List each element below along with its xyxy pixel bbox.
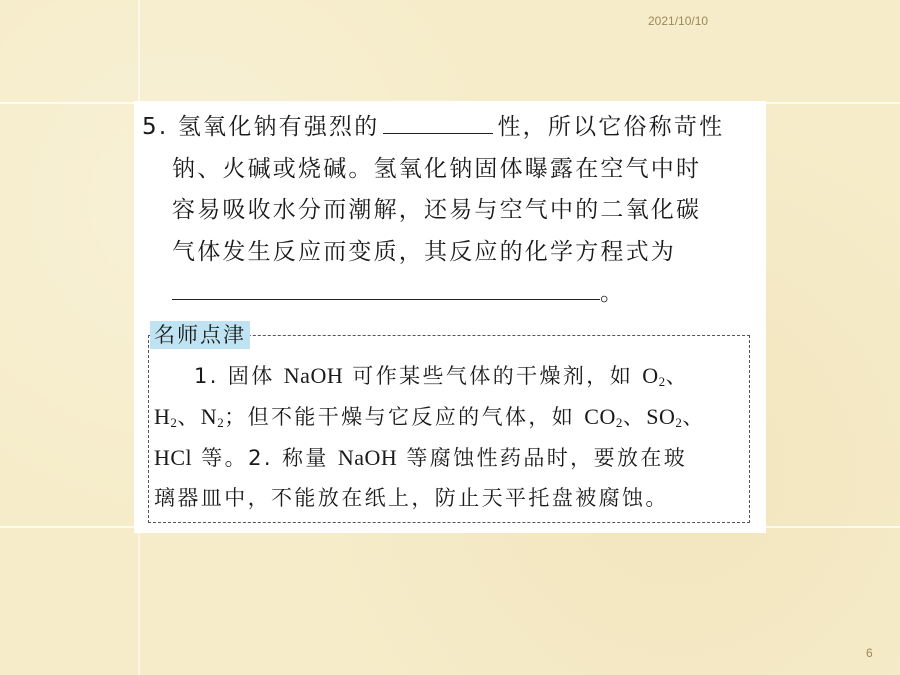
formula-hcl: HCl	[154, 445, 193, 470]
tips-line-2	[154, 396, 752, 437]
question-end-mark: 。	[600, 280, 626, 306]
formula-o2	[642, 363, 665, 388]
question-line-3: 容易吸收水分而潮解，还易与空气中的二氧化碳	[172, 197, 702, 223]
question-stem-cont: 性，所以它俗称苛性	[497, 114, 725, 140]
formula-naoh: NaOH	[337, 445, 398, 470]
question-number-and-stem: 5. 氢氧化钠有强烈的	[142, 114, 380, 140]
tips-text-segment: 1. 固体	[194, 364, 284, 388]
tips-title: 名师点津	[150, 321, 250, 349]
answer-blank-1[interactable]	[383, 113, 493, 134]
formula-subscript: 2	[658, 374, 666, 389]
formula-symbol: SO	[646, 404, 676, 429]
formula-symbol: N	[200, 404, 218, 429]
formula-naoh: NaOH	[283, 363, 344, 388]
formula-symbol: CO	[584, 404, 616, 429]
tips-text-segment: 、	[622, 405, 647, 429]
question-line-1	[142, 107, 754, 149]
formula-subscript: 2	[217, 415, 225, 430]
tips-text-segment: 、	[665, 364, 689, 388]
tips-line-3	[154, 437, 752, 478]
formula-subscript: 2	[615, 415, 623, 430]
question-card	[134, 101, 766, 533]
question-text	[142, 107, 754, 315]
formula-symbol: O	[642, 363, 659, 388]
tips-text-segment: 、	[177, 405, 201, 429]
formula-n2	[201, 404, 224, 429]
question-line-5	[142, 273, 754, 315]
formula-subscript: 2	[675, 415, 683, 430]
answer-blank-2[interactable]	[172, 279, 600, 300]
tips-text-segment: 等腐蚀性药品时，要放在玻	[397, 446, 688, 470]
tips-line-4: 璃器皿中，不能放在纸上，防止天平托盘被腐蚀。	[154, 486, 669, 510]
tips-text	[154, 355, 752, 519]
tips-line-1	[154, 355, 752, 396]
page-number: 6	[866, 646, 873, 660]
question-line-2: 钠、火碱或烧碱。氢氧化钠固体曝露在空气中时	[172, 155, 702, 182]
tips-text-segment: ；但不能干燥与它反应的气体，如	[224, 405, 585, 429]
formula-symbol: H	[154, 404, 171, 429]
formula-so2	[646, 404, 682, 429]
formula-subscript: 2	[170, 415, 178, 430]
question-line-4: 气体发生反应而变质，其反应的化学方程式为	[172, 238, 676, 265]
tips-text-segment: 、	[682, 405, 706, 429]
formula-co2	[584, 404, 623, 429]
tips-text-segment: 等。2. 称量	[192, 446, 338, 470]
formula-h2	[154, 404, 177, 429]
tips-text-segment: 可作某些气体的干燥剂，如	[343, 364, 643, 388]
slide-date: 2021/10/10	[648, 14, 709, 28]
